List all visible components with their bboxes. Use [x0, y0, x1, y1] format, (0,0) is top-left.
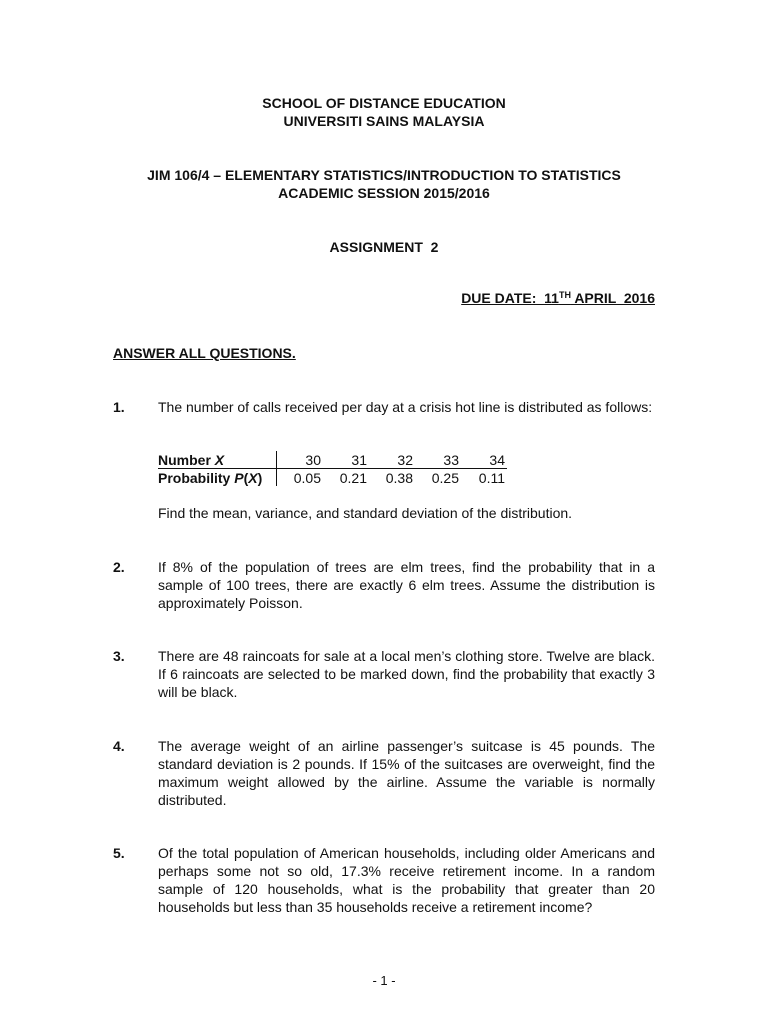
question-number: 2.: [113, 559, 125, 575]
table-cell: 0.11: [478, 469, 505, 486]
question-number: 5.: [113, 845, 125, 861]
distribution-table: [158, 451, 507, 486]
question-text: If 8% of the population of trees are elm trees, find the probability that in a sample of 100 trees, there are exactly 6 elm trees. Assume the distribution is approximately Poisson.: [158, 559, 655, 611]
instruction: ANSWER ALL QUESTIONS.: [113, 345, 296, 361]
assignment-title: ASSIGNMENT 2: [329, 239, 439, 255]
table-row: [158, 469, 507, 487]
question-number: 1.: [113, 399, 125, 415]
due-date-rest: APRIL 2016: [570, 290, 655, 306]
row-header-number: [158, 451, 277, 469]
table-cell: 0.21: [339, 469, 367, 486]
due-date-label: DUE DATE: 11: [461, 290, 559, 306]
academic-session: ACADEMIC SESSION 2015/2016: [278, 185, 490, 201]
question-number: 3.: [113, 648, 125, 664]
question-text: The number of calls received per day at a crisis hot line is distributed as follows:: [158, 399, 653, 415]
table-row: [158, 451, 507, 469]
due-date-ordinal: TH: [558, 290, 571, 300]
row-header-probability: [158, 469, 277, 487]
table-cell: 30: [277, 451, 324, 469]
question-followup: Find the mean, variance, and standard deviation of the distribution.: [158, 505, 573, 521]
row-header-paren: ): [257, 469, 263, 486]
course-title: JIM 106/4 – ELEMENTARY STATISTICS/INTRODUCTION TO STATISTICS: [147, 167, 621, 183]
row-header-paren: (: [243, 469, 249, 486]
row-header-label: Probability: [158, 469, 235, 486]
row-header-variable: P: [234, 469, 244, 486]
question-text: There are 48 raincoats for sale at a local men’s clothing store. Twelve are black. If 6 raincoats are selected to be marked down, find the probability that exactly 3 will be black.: [158, 648, 655, 700]
row-header-variable: X: [248, 469, 258, 486]
table-cell: 31: [323, 451, 369, 469]
question-text: The average weight of an airline passenger’s suitcase is 45 pounds. The standard deviation is 2 pounds. If 15% of the suitcases are overweight, find the maximum weight allowed by the airline. Assume the variable is normally distributed.: [158, 738, 655, 808]
table-cell: 0.25: [431, 469, 459, 486]
page-number: - 1 -: [372, 973, 396, 988]
table-cell: 34: [461, 451, 507, 469]
question-number: 4.: [113, 738, 125, 754]
table-cell: 0.05: [293, 469, 321, 486]
table-cell: 33: [415, 451, 461, 469]
row-header-variable: X: [214, 451, 225, 468]
table-cell: 0.38: [385, 469, 413, 486]
row-header-label: Number: [158, 451, 215, 468]
school-name: SCHOOL OF DISTANCE EDUCATION: [262, 95, 506, 111]
university-name: UNIVERSITI SAINS MALAYSIA: [283, 113, 485, 129]
question-text: Of the total population of American households, including older Americans and perhaps some not so old, 17.3% receive retirement income. In a random sample of 120 households, what is the probability that greater than 20 households but less than 35 households receive a retirement income?: [158, 845, 655, 915]
due-date: [461, 289, 655, 307]
table-cell: 32: [369, 451, 415, 469]
